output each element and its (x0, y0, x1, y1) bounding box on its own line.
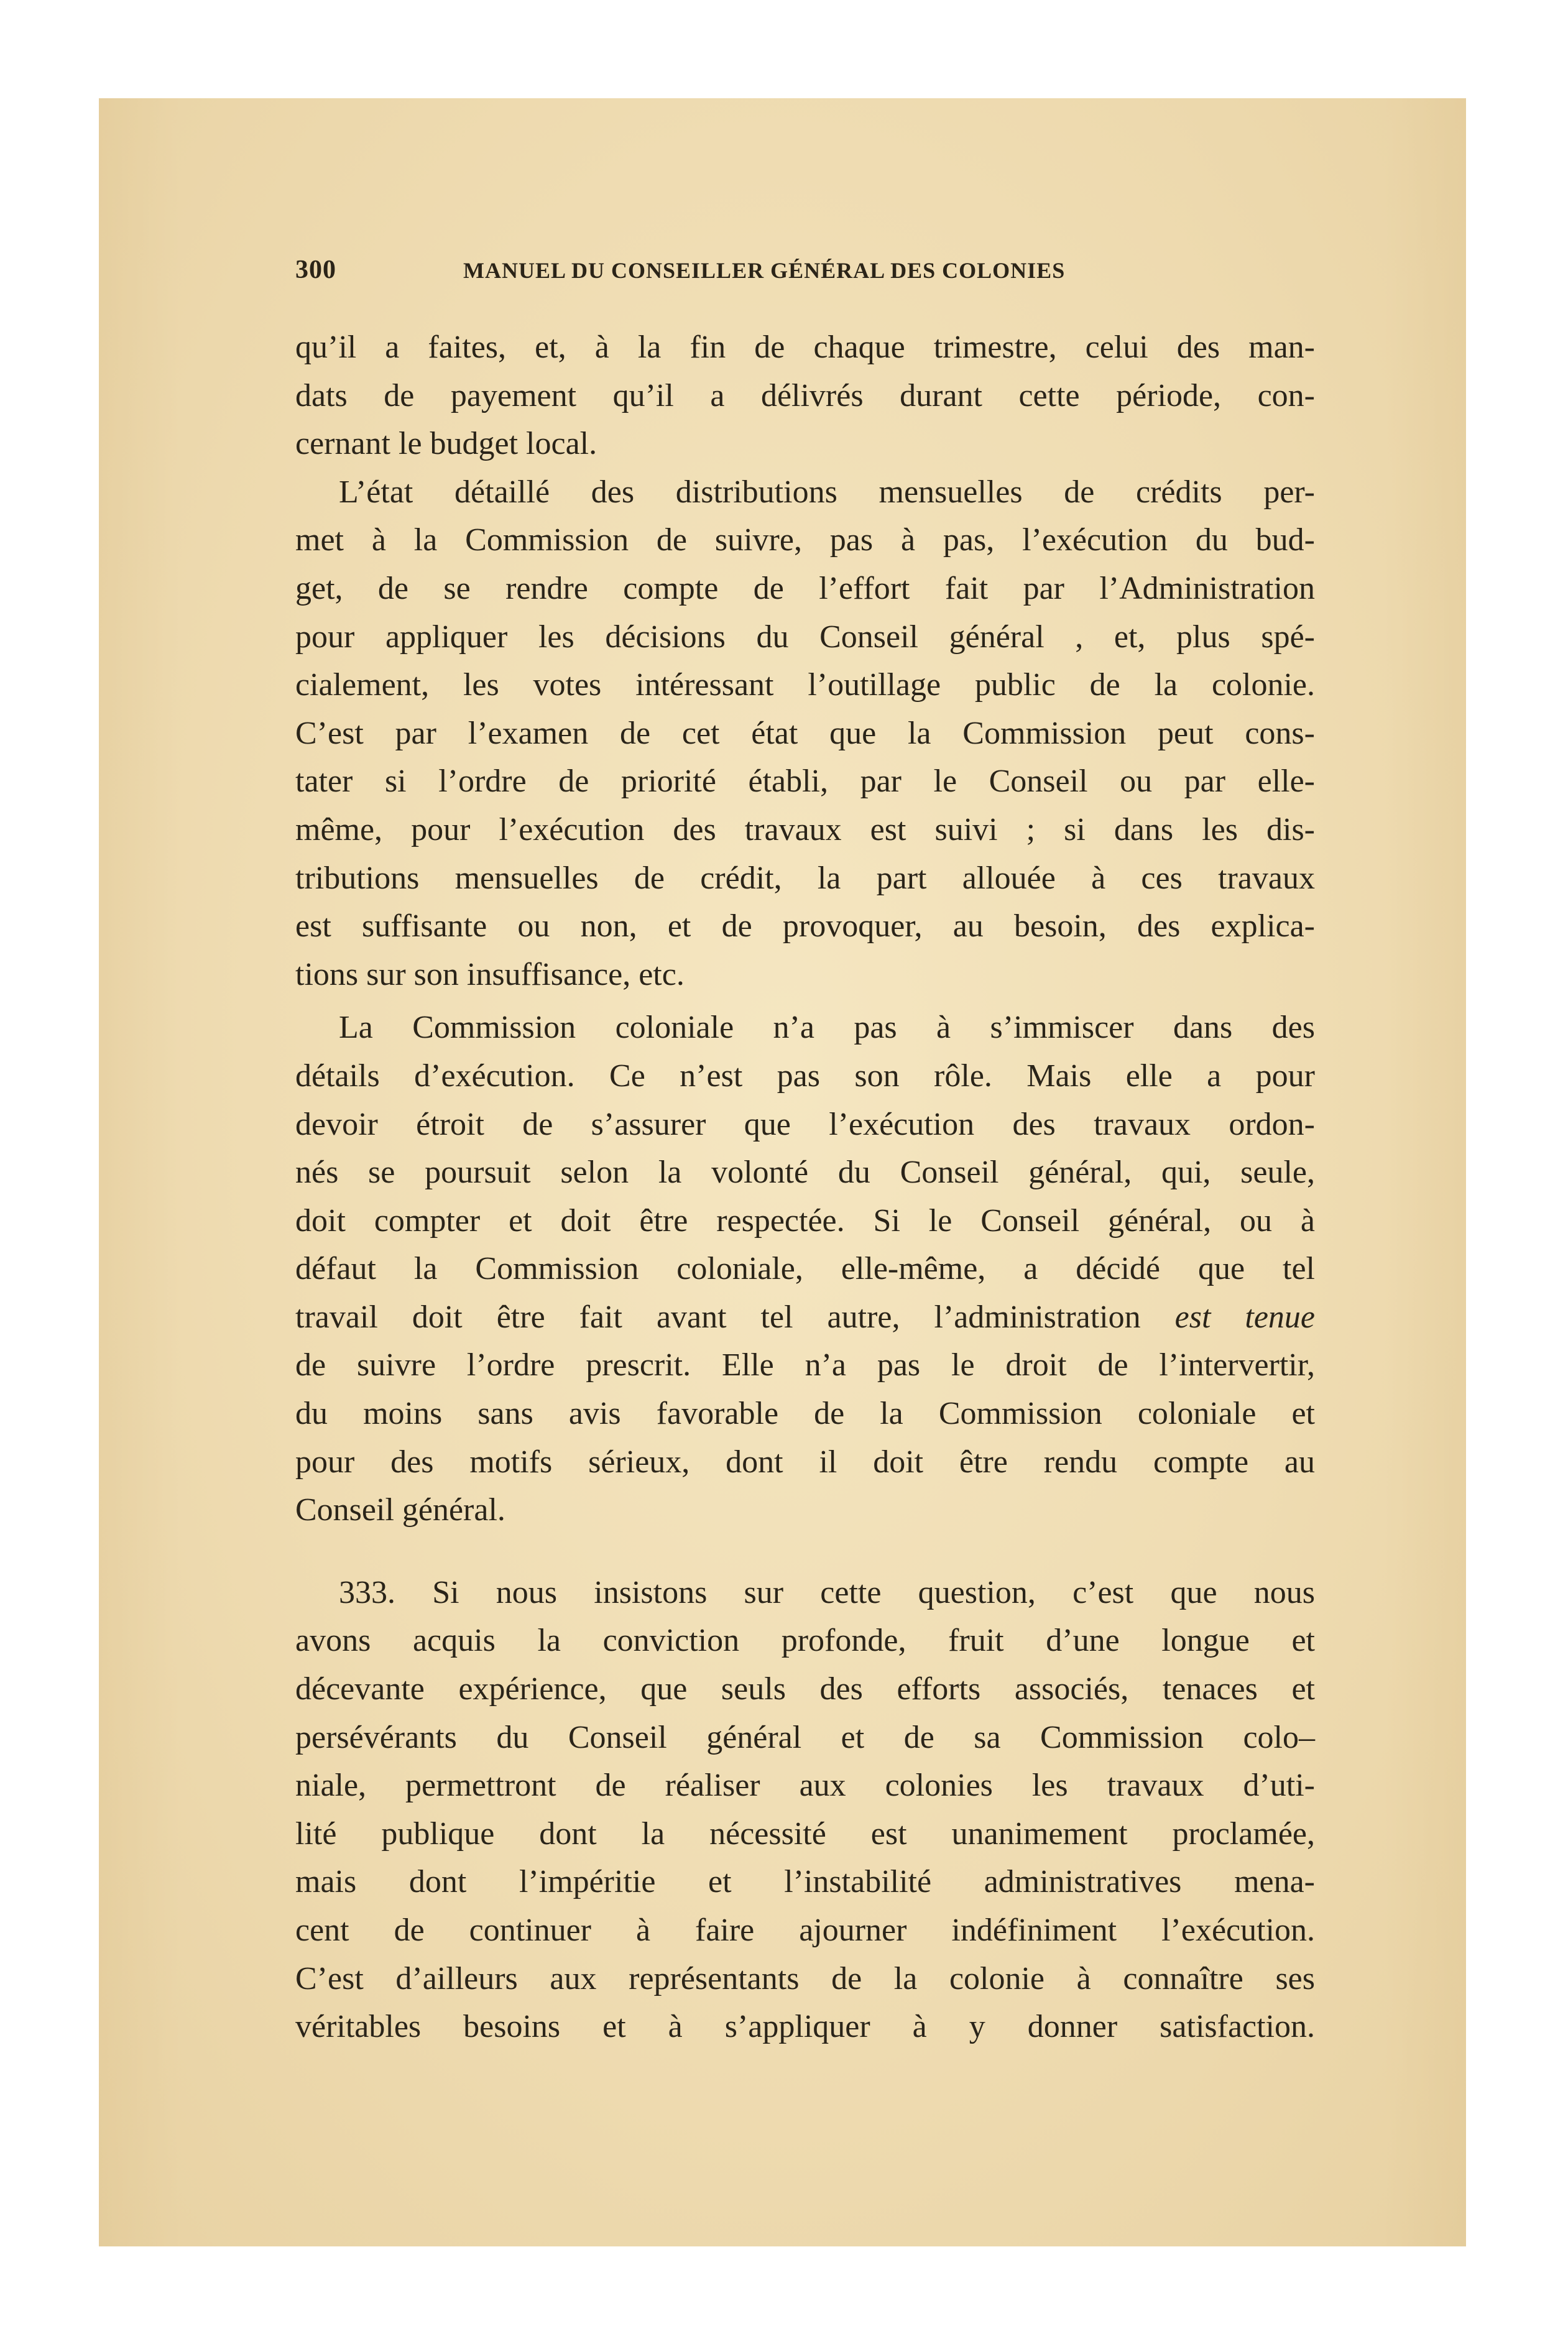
paragraph-2 (295, 468, 1315, 999)
text-line: avons acquis la conviction profonde, fruit d’une longue et (295, 1623, 1315, 1659)
text-line: cialement, les votes intéressant l’outillage public de la colonie. (295, 667, 1315, 703)
italic-phrase: est tenue (1174, 1299, 1316, 1335)
paragraph-4 (295, 1569, 1315, 2051)
text-line: pour des motifs sérieux, dont il doit être rendu compte au (295, 1444, 1315, 1480)
text-line: C’est par l’examen de cet état que la Commission peut cons- (295, 715, 1315, 751)
text-line: doit compter et doit être respectée. Si le Conseil général, ou à (295, 1202, 1315, 1239)
page-number: 300 (295, 256, 336, 284)
text-line: C’est d’ailleurs aux représentants de la colonie à connaître ses (295, 1960, 1315, 1996)
text-line: qu’il a faites, et, à la fin de chaque trimestre, celui des man- (295, 330, 1315, 365)
text-line: du moins sans avis favorable de la Commission coloniale et (295, 1396, 1315, 1432)
text-line: niale, permettront de réaliser aux colonies les travaux d’uti- (295, 1768, 1315, 1804)
text-line: pour appliquer les décisions du Conseil général , et, plus spé- (295, 619, 1315, 655)
text-line: met à la Commission de suivre, pas à pas, l’exécution du bud- (295, 522, 1315, 558)
text-line-with-italic: travail doit être fait avant tel autre, l’administration est tenue (295, 1299, 1316, 1335)
text-line: cernant le budget local. (295, 426, 597, 462)
text-line: 333. Si nous insistons sur cette question, c’est que nous (339, 1574, 1315, 1610)
text-line: La Commission coloniale n’a pas à s’immiscer dans des (339, 1010, 1315, 1046)
text-line: cent de continuer à faire ajourner indéfiniment l’exécution. (295, 1913, 1315, 1948)
body-text (295, 323, 1315, 2051)
text-line: get, de se rendre compte de l’effort fait par l’Administration (295, 570, 1315, 606)
page-header (295, 255, 1315, 292)
text-line: nés se poursuit selon la volonté du Conseil général, qui, seule, (295, 1155, 1315, 1191)
text-line: tions sur son insuffisance, etc. (295, 956, 685, 992)
text-line: tater si l’ordre de priorité établi, par le Conseil ou par elle- (295, 764, 1315, 800)
text-line: est suffisante ou non, et de provoquer, au besoin, des explica- (295, 908, 1315, 944)
paragraph-1 (295, 323, 1315, 468)
text-line: véritables besoins et à s’appliquer à y donner satisfaction. (295, 2009, 1315, 2045)
text-line: lité publique dont la nécessité est unanimement proclamée, (295, 1816, 1315, 1852)
text-line: persévérants du Conseil général et de sa Commission colo– (295, 1719, 1315, 1755)
text-line: décevante expérience, que seuls des efforts associés, tenaces et (295, 1671, 1315, 1707)
running-title: MANUEL DU CONSEILLER GÉNÉRAL DES COLONIES (463, 258, 1066, 283)
text-line: tributions mensuelles de crédit, la part allouée à ces travaux (295, 860, 1315, 896)
text-line: Conseil général. (295, 1492, 505, 1528)
text-line: détails d’exécution. Ce n’est pas son rôle. Mais elle a pour (295, 1058, 1315, 1094)
text-line: devoir étroit de s’assurer que l’exécution des travaux ordon- (295, 1106, 1315, 1142)
paragraph-3 (295, 1004, 1315, 1534)
text-line: dats de payement qu’il a délivrés durant cette période, con- (295, 377, 1315, 413)
text-line: mais dont l’impéritie et l’instabilité administratives mena- (295, 1864, 1315, 1900)
text-line: défaut la Commission coloniale, elle-même, a décidé que tel (295, 1251, 1315, 1287)
text-line: de suivre l’ordre prescrit. Elle n’a pas le droit de l’intervertir, (295, 1347, 1315, 1383)
text-line: même, pour l’exécution des travaux est suivi ; si dans les dis- (295, 811, 1315, 847)
text-line: L’état détaillé des distributions mensuelles de crédits per- (339, 474, 1315, 510)
